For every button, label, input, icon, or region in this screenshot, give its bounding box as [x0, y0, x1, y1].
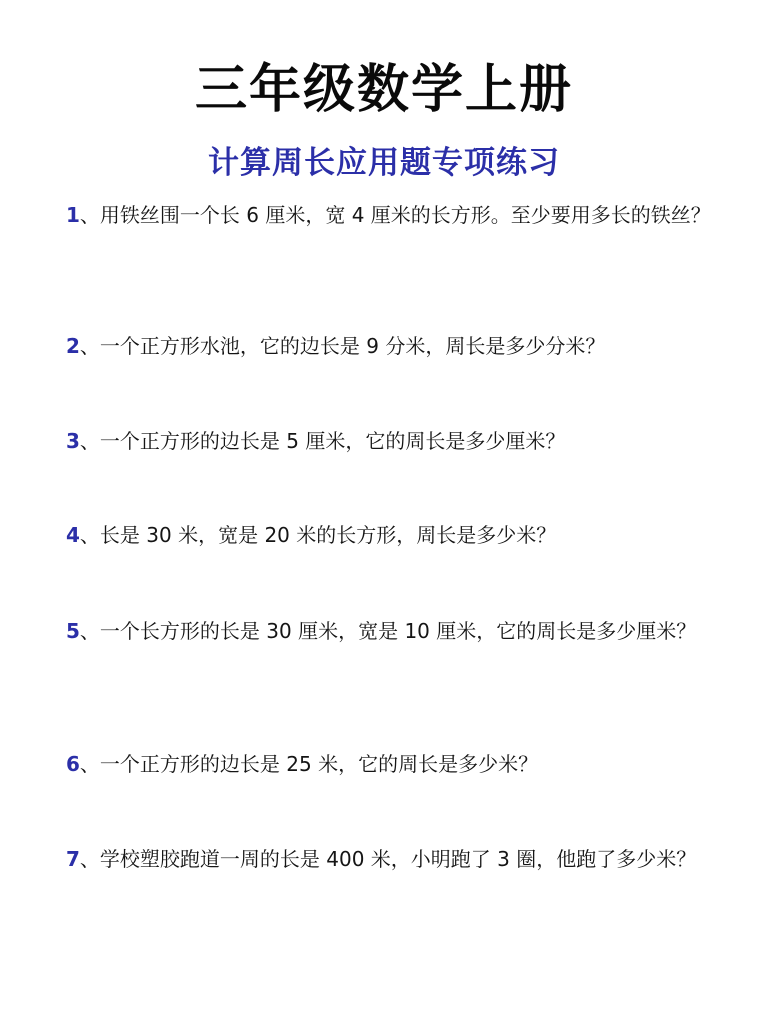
question-separator: 、	[79, 619, 100, 643]
question-separator: 、	[79, 752, 100, 776]
question-number: 1	[66, 203, 80, 227]
question-7	[66, 840, 712, 878]
question-5	[66, 612, 712, 650]
question-text: 长是 30 米，宽是 20 米的长方形，周长是多少米？	[99, 523, 557, 547]
question-text: 学校塑胶跑道一周的长是 400 米，小明跑了 3 圈，他跑了多少米？	[99, 847, 697, 871]
question-text: 一个长方形的长是 30 厘米，宽是 10 厘米，它的周长是多少厘米？	[99, 619, 697, 643]
question-separator: 、	[79, 847, 100, 871]
question-number: 6	[66, 752, 80, 776]
worksheet-subtitle: 计算周长应用题专项练习	[208, 145, 560, 181]
question-number: 2	[66, 334, 80, 358]
question-2	[66, 327, 712, 365]
question-number: 3	[66, 429, 80, 453]
question-number: 4	[66, 523, 80, 547]
question-text: 用铁丝围一个长 6 厘米，宽 4 厘米的长方形。至少要用多长的铁丝？	[99, 203, 711, 227]
worksheet-title: 三年级数学上册	[194, 60, 573, 120]
question-1	[66, 196, 712, 234]
question-separator: 、	[79, 429, 100, 453]
question-number: 7	[66, 847, 80, 871]
question-separator: 、	[79, 523, 100, 547]
question-3	[66, 422, 712, 460]
question-4	[66, 516, 712, 554]
question-separator: 、	[79, 203, 100, 227]
question-text: 一个正方形水池，它的边长是 9 分米，周长是多少分米？	[99, 334, 606, 358]
question-text: 一个正方形的边长是 25 米，它的周长是多少米？	[99, 752, 539, 776]
question-6	[66, 745, 712, 783]
question-number: 5	[66, 619, 80, 643]
question-separator: 、	[79, 334, 100, 358]
question-text: 一个正方形的边长是 5 厘米，它的周长是多少厘米？	[99, 429, 566, 453]
